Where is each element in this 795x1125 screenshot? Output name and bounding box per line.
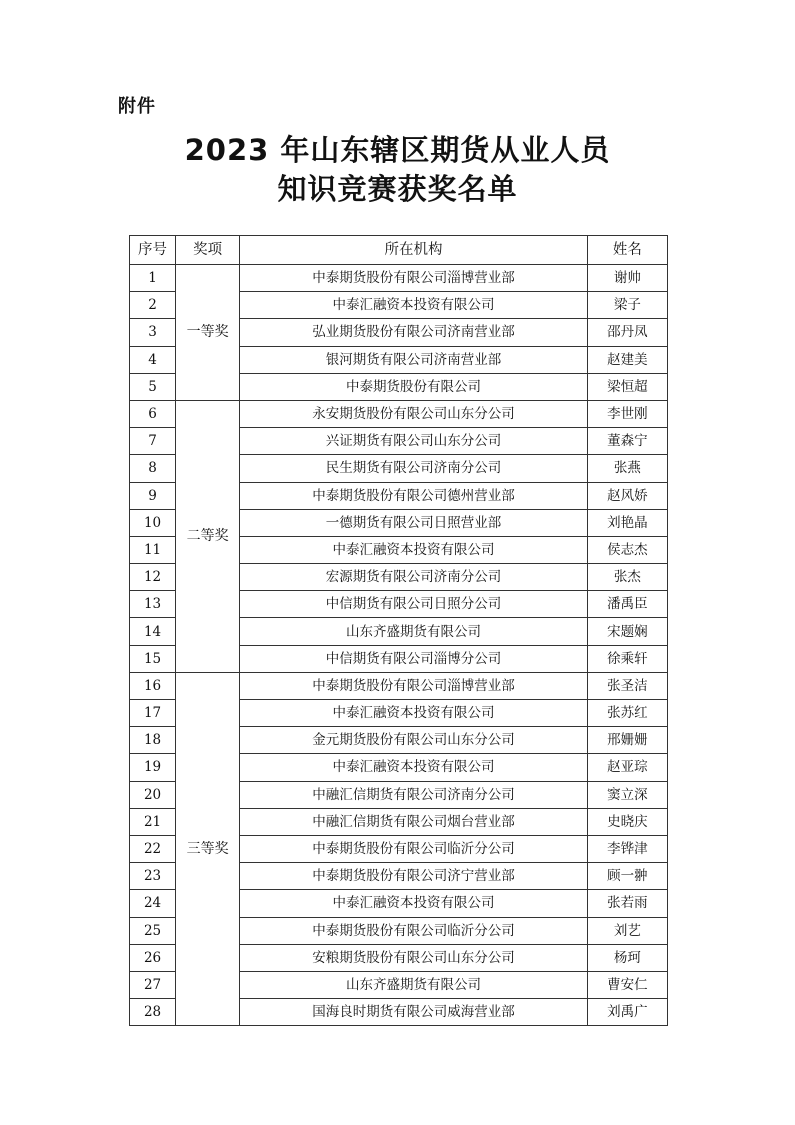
row-number: 15 [130,645,176,672]
winner-name-cell: 邢姗姗 [587,727,667,754]
winner-name-cell: 刘艳晶 [587,509,667,536]
organization-cell: 中融汇信期货有限公司济南分公司 [240,781,588,808]
organization-cell: 中信期货有限公司日照分公司 [240,591,588,618]
row-number: 6 [130,400,176,427]
row-number: 23 [130,863,176,890]
winner-name-cell: 李世刚 [587,400,667,427]
row-number: 19 [130,754,176,781]
organization-cell: 宏源期货有限公司济南分公司 [240,564,588,591]
table-row [130,400,668,427]
table-row [130,265,668,292]
row-number: 13 [130,591,176,618]
organization-cell: 中泰期货股份有限公司临沂分公司 [240,917,588,944]
organization-cell: 中泰汇融资本投资有限公司 [240,536,588,563]
winner-name-cell: 顾一翀 [587,863,667,890]
organization-cell: 一德期货有限公司日照营业部 [240,509,588,536]
organization-cell: 中泰期货股份有限公司淄博营业部 [240,265,588,292]
header-name: 姓名 [587,236,667,265]
organization-cell: 中泰汇融资本投资有限公司 [240,700,588,727]
winner-name-cell: 张若雨 [587,890,667,917]
organization-cell: 山东齐盛期货有限公司 [240,971,588,998]
winner-name-cell: 董森宁 [587,428,667,455]
row-number: 22 [130,835,176,862]
row-number: 26 [130,944,176,971]
header-org: 所在机构 [240,236,588,265]
winner-name-cell: 宋题娴 [587,618,667,645]
winner-name-cell: 刘艺 [587,917,667,944]
attachment-label: 附件 [118,96,156,117]
winner-name-cell: 张杰 [587,564,667,591]
table-header-row [130,236,668,265]
organization-cell: 永安期货股份有限公司山东分公司 [240,400,588,427]
winner-name-cell: 张圣洁 [587,672,667,699]
winner-name-cell: 赵建美 [587,346,667,373]
row-number: 11 [130,536,176,563]
row-number: 2 [130,292,176,319]
row-number: 1 [130,265,176,292]
organization-cell: 中泰期货股份有限公司德州营业部 [240,482,588,509]
row-number: 16 [130,672,176,699]
winner-name-cell: 梁子 [587,292,667,319]
organization-cell: 银河期货有限公司济南营业部 [240,346,588,373]
organization-cell: 中泰汇融资本投资有限公司 [240,292,588,319]
organization-cell: 中泰期货股份有限公司临沂分公司 [240,835,588,862]
winner-name-cell: 邵丹凤 [587,319,667,346]
winner-name-cell: 张燕 [587,455,667,482]
organization-cell: 民生期货有限公司济南分公司 [240,455,588,482]
winner-name-cell: 张苏红 [587,700,667,727]
row-number: 5 [130,373,176,400]
winner-name-cell: 潘禹臣 [587,591,667,618]
header-no: 序号 [130,236,176,265]
organization-cell: 兴证期货有限公司山东分公司 [240,428,588,455]
winner-name-cell: 梁恒超 [587,373,667,400]
row-number: 8 [130,455,176,482]
winner-name-cell: 刘禹广 [587,999,667,1026]
organization-cell: 中融汇信期货有限公司烟台营业部 [240,808,588,835]
row-number: 12 [130,564,176,591]
row-number: 28 [130,999,176,1026]
row-number: 24 [130,890,176,917]
winner-name-cell: 曹安仁 [587,971,667,998]
document-title-line1: 2023 年山东辖区期货从业人员 [184,133,611,167]
winner-name-cell: 徐乘轩 [587,645,667,672]
row-number: 4 [130,346,176,373]
winner-name-cell: 李铧津 [587,835,667,862]
row-number: 14 [130,618,176,645]
prize-level-cell: 三等奖 [176,672,240,1025]
row-number: 25 [130,917,176,944]
organization-cell: 中泰期货股份有限公司 [240,373,588,400]
row-number: 21 [130,808,176,835]
prize-level-cell: 二等奖 [176,400,240,672]
row-number: 27 [130,971,176,998]
prize-level-cell: 一等奖 [176,265,240,401]
document-title-line2: 知识竞赛获奖名单 [277,172,518,206]
award-table-body [130,265,668,1026]
winner-name-cell: 赵亚琮 [587,754,667,781]
winner-name-cell: 谢帅 [587,265,667,292]
row-number: 3 [130,319,176,346]
winner-name-cell: 赵风娇 [587,482,667,509]
award-list-table [129,235,668,1026]
header-prize: 奖项 [176,236,240,265]
organization-cell: 山东齐盛期货有限公司 [240,618,588,645]
row-number: 10 [130,509,176,536]
row-number: 9 [130,482,176,509]
winner-name-cell: 杨珂 [587,944,667,971]
organization-cell: 中泰汇融资本投资有限公司 [240,890,588,917]
organization-cell: 金元期货股份有限公司山东分公司 [240,727,588,754]
row-number: 18 [130,727,176,754]
organization-cell: 中信期货有限公司淄博分公司 [240,645,588,672]
organization-cell: 中泰期货股份有限公司淄博营业部 [240,672,588,699]
organization-cell: 中泰期货股份有限公司济宁营业部 [240,863,588,890]
organization-cell: 安粮期货股份有限公司山东分公司 [240,944,588,971]
row-number: 20 [130,781,176,808]
organization-cell: 弘业期货股份有限公司济南营业部 [240,319,588,346]
winner-name-cell: 史晓庆 [587,808,667,835]
row-number: 17 [130,700,176,727]
table-row [130,672,668,699]
organization-cell: 中泰汇融资本投资有限公司 [240,754,588,781]
winner-name-cell: 侯志杰 [587,536,667,563]
organization-cell: 国海良时期货有限公司威海营业部 [240,999,588,1026]
row-number: 7 [130,428,176,455]
winner-name-cell: 窦立深 [587,781,667,808]
